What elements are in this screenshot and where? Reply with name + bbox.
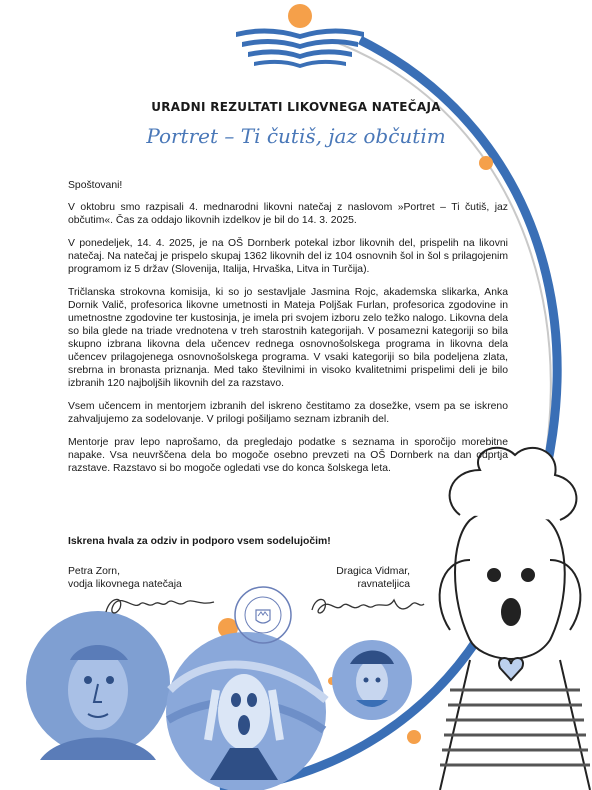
paragraph-1: V oktobru smo razpisali 4. mednarodni likovni natečaj z naslovom »Portret – Ti čutiš, jaz občutim«. Čas za oddajo likovnih izdelkov je bil do 14. 3. 2025. [68, 202, 508, 226]
paragraph-2: V ponedeljek, 14. 4. 2025, je na OŠ Dornberk potekal izbor likovnih del, prispelih na likovni natečaj. Na natečaj je prispelo skupaj 1362 likovnih del iz 104 osnovnih šol in šol s prilagojenim programom iz 5 držav (Slovenija, Italija, Hrvaška, Litva in Turčija). [68, 238, 508, 275]
document-heading: URADNI REZULTATI LIKOVNEGA NATEČAJA [151, 100, 441, 114]
paragraph-3: Tričlanska strokovna komisija, ki so jo sestavljale Jasmina Rojc, akademska slikarka, Anka Dornik Valič, profesorica likovne umetnosti in Mateja Poljšak Furlan, profesorica zgodovine in umetnostne zgodovine ter kustosinja, je imela pri svojem izboru zelo težko nalogo. Likovna dela so bila glede na triade vrednotena v treh starostnih kategorijah. V posamezni kategoriji so bila skupno izbrana likovna dela učencev rednega osnovnošolskega programa in likovna dela učencev prilagojenega osnovnošolskega programa. V vsaki kategoriji so bila podeljena zlata, srebrna in bronasta priznanja. Med tako številnimi in visoko kvalitetnimi prispelimi deli je bilo izbranih 120 najboljših likovnih del za razstavo. [68, 287, 508, 389]
school-logo [228, 2, 378, 72]
signature-block-left [68, 565, 182, 591]
official-stamp [232, 584, 294, 646]
paragraph-4: Vsem učencem in mentorjem izbranih del iskreno čestitamo za dosežke, vsem pa se iskreno zahvaljujemo za sodelovanje. V prilogi pošiljamo seznam izbranih del. [68, 401, 508, 425]
signature-block-right [330, 565, 410, 591]
sun-icon [288, 4, 312, 28]
portrait-medallion-vangogh [332, 640, 412, 720]
portrait-medallion-picasso [26, 611, 170, 760]
document-subtitle: Portret – Ti čutiš, jaz občutim [146, 124, 446, 148]
handwritten-signature-left [100, 590, 220, 620]
letter-body [68, 179, 508, 485]
signatory-name: Petra Zorn, [68, 566, 120, 577]
portrait-medallion-scream [166, 632, 326, 790]
signatory-role: ravnateljica [357, 579, 410, 590]
signatory-role: vodja likovnega natečaja [68, 579, 182, 590]
handwritten-signature-right [308, 590, 428, 620]
closing-line: Iskrena hvala za odziv in podporo vsem sodelujočim! [68, 536, 331, 547]
paragraph-5: Mentorje prav lepo naprošamo, da pregledajo podatke s seznama in sporočijo morebitne napake. Vsa neuvrščena dela bo mogoče osebno prevzeti na OŠ Dornberk na dan odprtja razstave. Razstavo si bo mogoče ogledati vse do konca šolskega leta. [68, 437, 508, 474]
orange-dot [479, 156, 493, 170]
girl-illustration [440, 448, 590, 790]
greeting: Spoštovani! [68, 180, 123, 191]
orange-dot [407, 730, 421, 744]
signatory-name: Dragica Vidmar, [336, 566, 410, 577]
